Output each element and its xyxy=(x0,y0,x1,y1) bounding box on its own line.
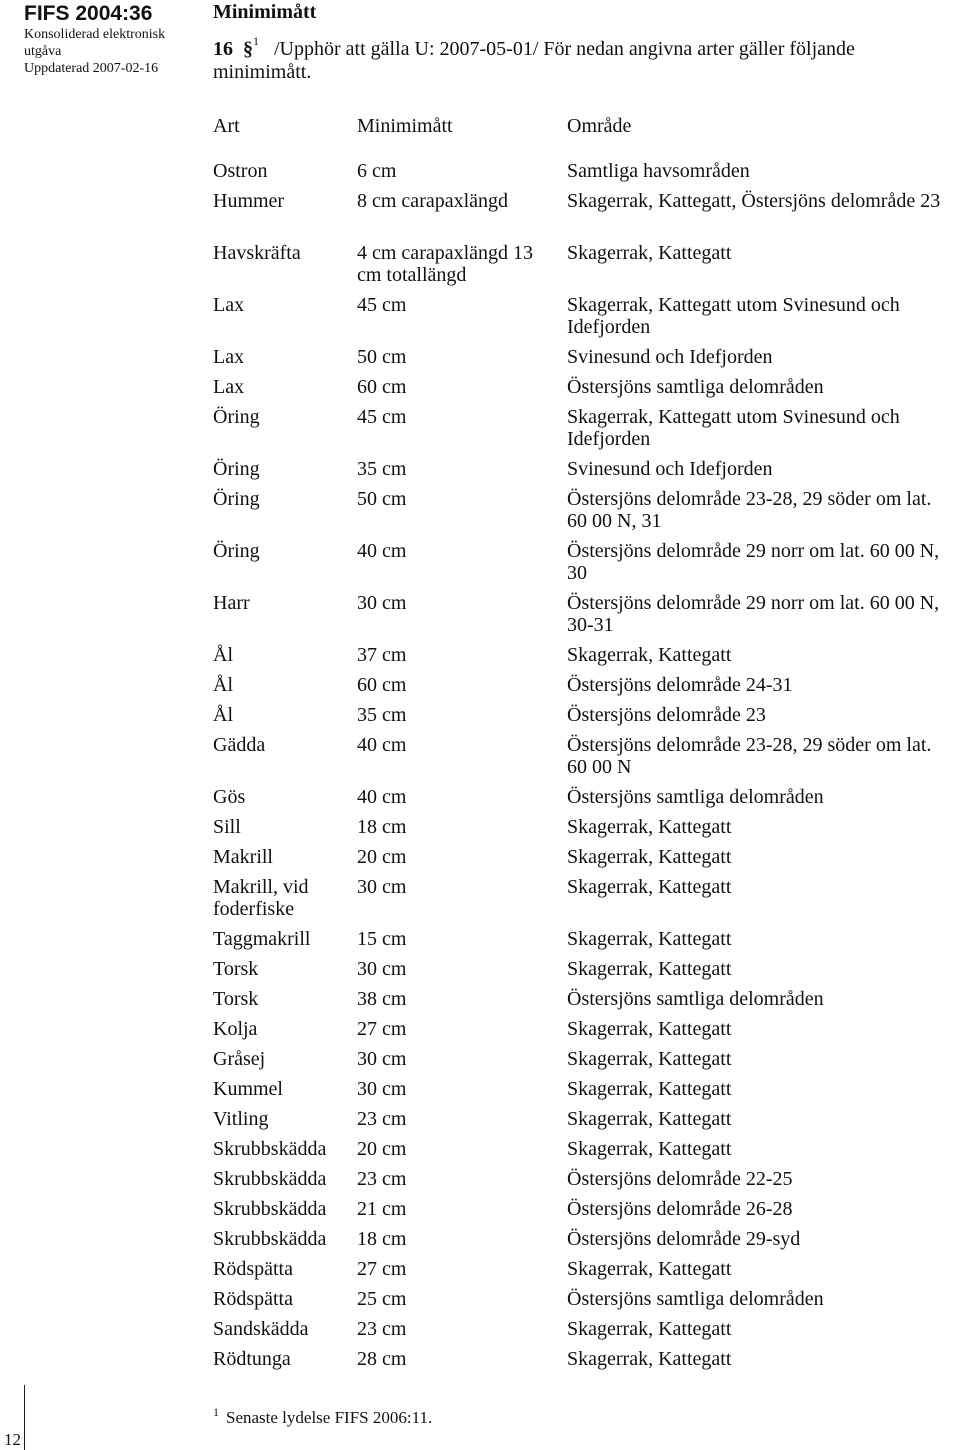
cell-minimimatt: 50 cm xyxy=(357,488,407,510)
table-row xyxy=(213,346,953,376)
cell-art: Skrubbskädda xyxy=(213,1168,327,1190)
margin-rule xyxy=(24,1385,25,1450)
cell-art: Lax xyxy=(213,294,245,316)
cell-art: Gös xyxy=(213,786,246,808)
intro-text: /Upphör att gälla U: 2007-05-01/ För nedan angivna arter gäller följande minimimått. xyxy=(213,38,855,83)
cell-art: Rödspätta xyxy=(213,1258,293,1280)
cell-art: Hummer xyxy=(213,190,285,212)
cell-omrade: Skagerrak, Kattegatt xyxy=(567,1018,732,1040)
cell-omrade: Östersjöns samtliga delområden xyxy=(567,988,824,1010)
cell-omrade: Skagerrak, Kattegatt utom Svinesund och Idefjorden xyxy=(567,406,900,450)
paragraph-sign: § xyxy=(243,38,253,60)
cell-art: Lax xyxy=(213,376,245,398)
table-row xyxy=(213,928,953,958)
cell-art: Makrill, vid foderfiske xyxy=(213,876,309,920)
table-row xyxy=(213,1168,953,1198)
header-minimimatt: Minimimått xyxy=(357,115,453,137)
header-art: Art xyxy=(213,115,240,137)
edition-line-2: utgåva xyxy=(24,44,62,59)
table-row xyxy=(213,376,953,406)
cell-minimimatt: 35 cm xyxy=(357,704,407,726)
cell-omrade: Skagerrak, Kattegatt xyxy=(567,644,732,666)
cell-art: Sill xyxy=(213,816,241,838)
table-row xyxy=(213,1318,953,1348)
table-row xyxy=(213,458,953,488)
cell-art: Ål xyxy=(213,674,233,696)
cell-omrade: Skagerrak, Kattegatt xyxy=(567,1258,732,1280)
table-row xyxy=(213,592,953,644)
cell-omrade: Östersjöns delområde 24-31 xyxy=(567,674,793,696)
table-row xyxy=(213,988,953,1018)
table-row xyxy=(213,786,953,816)
table-row xyxy=(213,294,953,346)
cell-minimimatt: 30 cm xyxy=(357,1048,407,1070)
cell-omrade: Skagerrak, Kattegatt xyxy=(567,1048,732,1070)
cell-omrade: Skagerrak, Kattegatt xyxy=(567,1108,732,1130)
paragraph-number: 16 xyxy=(213,38,233,60)
table-row xyxy=(213,846,953,876)
footnote-reference[interactable]: 1 xyxy=(253,34,259,48)
table-row xyxy=(213,488,953,540)
cell-art: Gråsej xyxy=(213,1048,266,1070)
cell-omrade: Skagerrak, Kattegatt xyxy=(567,1348,732,1370)
cell-omrade: Östersjöns samtliga delområden xyxy=(567,1288,824,1310)
cell-omrade: Östersjöns samtliga delområden xyxy=(567,786,824,808)
cell-omrade: Skagerrak, Kattegatt xyxy=(567,1078,732,1100)
cell-omrade: Östersjöns delområde 29 norr om lat. 60 00 N, 30-31 xyxy=(567,592,940,636)
cell-minimimatt: 23 cm xyxy=(357,1318,407,1340)
cell-minimimatt: 20 cm xyxy=(357,1138,407,1160)
cell-minimimatt: 28 cm xyxy=(357,1348,407,1370)
cell-art: Kummel xyxy=(213,1078,283,1100)
footnote-marker: 1 xyxy=(213,1405,219,1419)
cell-art: Öring xyxy=(213,458,260,480)
cell-minimimatt: 40 cm xyxy=(357,540,407,562)
table-row xyxy=(213,406,953,458)
cell-minimimatt: 23 cm xyxy=(357,1108,407,1130)
cell-omrade: Östersjöns delområde 26-28 xyxy=(567,1198,793,1220)
edition-line: Konsoliderad elektronisk xyxy=(24,27,166,42)
table-row xyxy=(213,674,953,704)
cell-art: Skrubbskädda xyxy=(213,1138,327,1160)
cell-omrade: Östersjöns samtliga delområden xyxy=(567,376,824,398)
table-row xyxy=(213,1288,953,1318)
minimum-size-table xyxy=(213,115,953,1378)
table-row xyxy=(213,734,953,786)
cell-art: Torsk xyxy=(213,988,259,1010)
cell-minimimatt: 60 cm xyxy=(357,674,407,696)
table-row xyxy=(213,816,953,846)
cell-art: Harr xyxy=(213,592,250,614)
cell-minimimatt: 40 cm xyxy=(357,786,407,808)
table-row xyxy=(213,540,953,592)
cell-art: Sandskädda xyxy=(213,1318,309,1340)
table-row xyxy=(213,1048,953,1078)
table-row xyxy=(213,1078,953,1108)
document-sidebar xyxy=(24,2,194,77)
header-omrade: Område xyxy=(567,115,632,137)
cell-art: Torsk xyxy=(213,958,259,980)
cell-omrade: Skagerrak, Kattegatt xyxy=(567,876,732,898)
cell-art: Ål xyxy=(213,644,233,666)
cell-art: Öring xyxy=(213,488,260,510)
cell-minimimatt: 20 cm xyxy=(357,846,407,868)
cell-minimimatt: 40 cm xyxy=(357,734,407,756)
cell-art: Skrubbskädda xyxy=(213,1198,327,1220)
cell-minimimatt: 8 cm carapaxlängd xyxy=(357,190,509,212)
cell-minimimatt: 45 cm xyxy=(357,406,407,428)
cell-omrade: Skagerrak, Kattegatt xyxy=(567,242,732,264)
cell-minimimatt: 4 cm carapaxlängd 13 cm totallängd xyxy=(357,242,534,286)
table-row xyxy=(213,876,953,928)
cell-omrade: Skagerrak, Kattegatt xyxy=(567,846,732,868)
cell-art: Vitling xyxy=(213,1108,269,1130)
cell-art: Ostron xyxy=(213,160,268,182)
table-row xyxy=(213,160,953,190)
cell-minimimatt: 15 cm xyxy=(357,928,407,950)
table-row xyxy=(213,1258,953,1288)
section-title: Minimimått xyxy=(213,1,317,23)
cell-minimimatt: 25 cm xyxy=(357,1288,407,1310)
cell-minimimatt: 35 cm xyxy=(357,458,407,480)
cell-minimimatt: 45 cm xyxy=(357,294,407,316)
cell-minimimatt: 23 cm xyxy=(357,1168,407,1190)
page-number: 12 xyxy=(4,1430,21,1449)
cell-omrade: Skagerrak, Kattegatt, Östersjöns delområde 23 xyxy=(567,190,941,212)
table-row xyxy=(213,190,953,242)
cell-art: Öring xyxy=(213,540,260,562)
cell-omrade: Skagerrak, Kattegatt xyxy=(567,816,732,838)
table-row xyxy=(213,1108,953,1138)
cell-minimimatt: 37 cm xyxy=(357,644,407,666)
cell-omrade: Skagerrak, Kattegatt xyxy=(567,1138,732,1160)
cell-omrade: Skagerrak, Kattegatt xyxy=(567,928,732,950)
cell-omrade: Skagerrak, Kattegatt xyxy=(567,958,732,980)
cell-omrade: Östersjöns delområde 23-28, 29 söder om lat. 60 00 N xyxy=(567,734,932,778)
cell-minimimatt: 30 cm xyxy=(357,876,407,898)
table-row xyxy=(213,1138,953,1168)
cell-omrade: Samtliga havsområden xyxy=(567,160,750,182)
cell-minimimatt: 30 cm xyxy=(357,958,407,980)
table-row xyxy=(213,242,953,294)
cell-art: Öring xyxy=(213,406,260,428)
table-row xyxy=(213,1198,953,1228)
cell-minimimatt: 18 cm xyxy=(357,816,407,838)
updated-date: Uppdaterad 2007-02-16 xyxy=(24,61,159,76)
cell-omrade: Skagerrak, Kattegatt utom Svinesund och Idefjorden xyxy=(567,294,900,338)
table-row xyxy=(213,958,953,988)
cell-omrade: Östersjöns delområde 22-25 xyxy=(567,1168,793,1190)
cell-minimimatt: 6 cm xyxy=(357,160,397,182)
cell-minimimatt: 30 cm xyxy=(357,1078,407,1100)
document-id: FIFS 2004:36 xyxy=(24,2,153,25)
cell-minimimatt: 27 cm xyxy=(357,1258,407,1280)
cell-minimimatt: 38 cm xyxy=(357,988,407,1010)
cell-art: Skrubbskädda xyxy=(213,1228,327,1250)
cell-omrade: Svinesund och Idefjorden xyxy=(567,458,773,480)
cell-minimimatt: 27 cm xyxy=(357,1018,407,1040)
table-row xyxy=(213,1228,953,1258)
cell-omrade: Skagerrak, Kattegatt xyxy=(567,1318,732,1340)
cell-omrade: Östersjöns delområde 29-syd xyxy=(567,1228,801,1250)
table-row xyxy=(213,1348,953,1378)
cell-omrade: Svinesund och Idefjorden xyxy=(567,346,773,368)
cell-art: Taggmakrill xyxy=(213,928,311,950)
cell-minimimatt: 21 cm xyxy=(357,1198,407,1220)
table-row xyxy=(213,644,953,674)
cell-minimimatt: 18 cm xyxy=(357,1228,407,1250)
table-row xyxy=(213,1018,953,1048)
table-header-row xyxy=(213,115,953,160)
cell-art: Lax xyxy=(213,346,245,368)
cell-minimimatt: 60 cm xyxy=(357,376,407,398)
footnote-text: Senaste lydelse FIFS 2006:11. xyxy=(226,1408,433,1427)
intro-paragraph xyxy=(213,34,953,84)
cell-minimimatt: 30 cm xyxy=(357,592,407,614)
cell-art: Rödspätta xyxy=(213,1288,293,1310)
cell-minimimatt: 50 cm xyxy=(357,346,407,368)
cell-art: Rödtunga xyxy=(213,1348,291,1370)
cell-omrade: Östersjöns delområde 29 norr om lat. 60 00 N, 30 xyxy=(567,540,940,584)
cell-omrade: Östersjöns delområde 23-28, 29 söder om lat. 60 00 N, 31 xyxy=(567,488,932,532)
cell-art: Havskräfta xyxy=(213,242,301,264)
cell-omrade: Östersjöns delområde 23 xyxy=(567,704,766,726)
table-row xyxy=(213,704,953,734)
cell-art: Ål xyxy=(213,704,233,726)
cell-art: Makrill xyxy=(213,846,273,868)
cell-art: Gädda xyxy=(213,734,266,756)
cell-art: Kolja xyxy=(213,1018,258,1040)
